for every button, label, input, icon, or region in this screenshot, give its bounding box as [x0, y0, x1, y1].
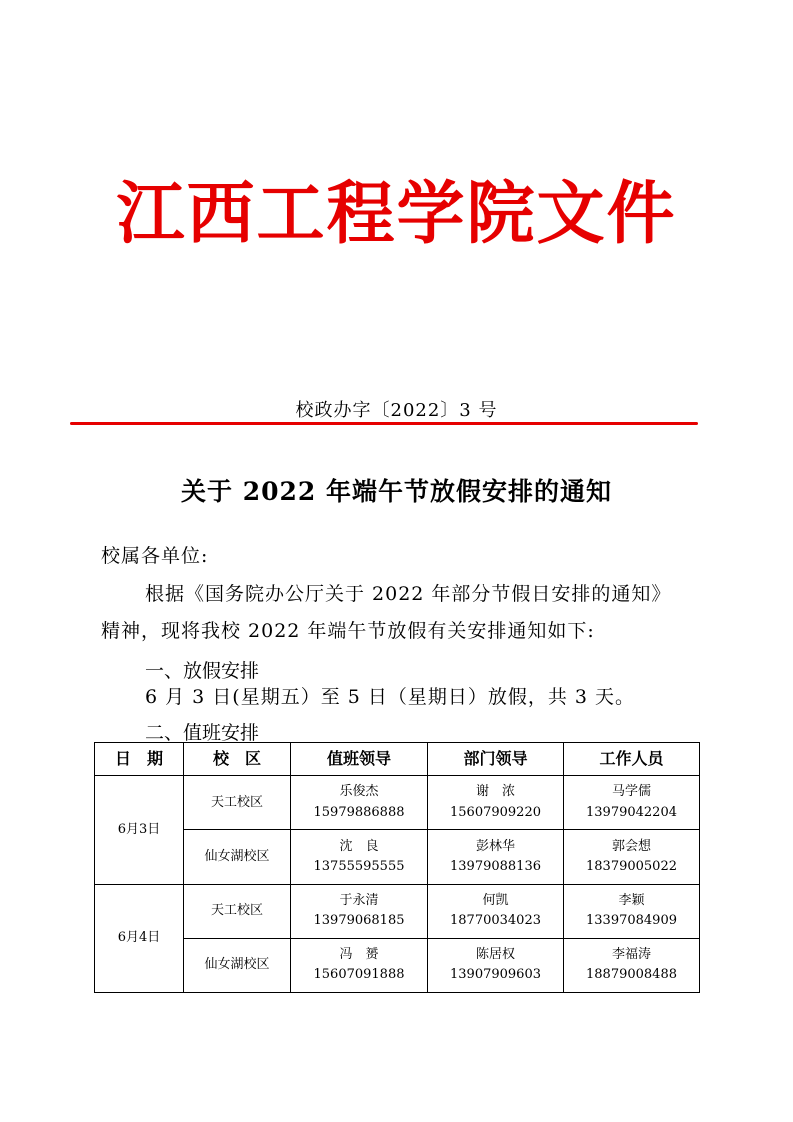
person-name: 彭林华: [475, 838, 515, 854]
notice-title: 关于 2022 年端午节放假安排的通知: [181, 477, 612, 506]
header-campus: 校 区: [184, 743, 291, 776]
paragraph-line-1: 根据《国务院办公厅关于 2022 年部分节假日安排的通知》: [145, 583, 672, 605]
person-name: 乐俊杰: [339, 784, 379, 800]
table-header-row: [95, 743, 700, 776]
person-phone: 18879008488: [586, 967, 677, 983]
person-phone: 18379005022: [586, 858, 677, 874]
person-phone: 13979042204: [586, 804, 677, 820]
campus-cell: 仙女湖校区: [184, 830, 291, 884]
section-heading-duty: 二、值班安排: [145, 722, 260, 744]
person-phone: 13979068185: [313, 913, 405, 929]
duty-schedule-table: [94, 742, 700, 993]
table-row: [95, 938, 700, 992]
red-divider-line: [70, 422, 698, 425]
header-dept-leader: 部门领导: [428, 743, 564, 776]
header-date: 日 期: [95, 743, 184, 776]
paragraph-line-2: 精神，现将我校 2022 年端午节放假有关安排通知如下:: [101, 620, 595, 642]
dept-leader-cell: [428, 938, 564, 992]
staff-cell: [564, 938, 700, 992]
document-number: 校政办字〔2022〕3 号: [295, 400, 498, 421]
person-name: 谢 浓: [475, 784, 515, 800]
person-phone: 18770034023: [450, 913, 541, 929]
person-name: 何凯: [482, 892, 509, 908]
date-cell: 6月3日: [95, 776, 184, 885]
person-phone: 15979886888: [313, 804, 405, 820]
staff-cell: [564, 776, 700, 830]
campus-cell: 天工校区: [184, 776, 291, 830]
person-name: 李颖: [618, 892, 645, 908]
salutation: 校属各单位:: [101, 545, 209, 567]
dept-leader-cell: [428, 830, 564, 884]
person-phone: 15607091888: [313, 967, 405, 983]
campus-cell: 仙女湖校区: [184, 938, 291, 992]
duty-leader-cell: [291, 776, 428, 830]
document-masthead: 江西工程学院文件: [116, 174, 677, 254]
person-name: 马学儒: [611, 784, 651, 800]
staff-cell: [564, 884, 700, 938]
dept-leader-cell: [428, 776, 564, 830]
person-phone: 13979088136: [450, 858, 541, 874]
section-heading-holiday: 一、放假安排: [145, 660, 260, 682]
person-phone: 15607909220: [450, 804, 541, 820]
campus-cell: 天工校区: [184, 884, 291, 938]
person-phone: 13907909603: [450, 967, 541, 983]
table-row: [95, 830, 700, 884]
person-name: 李福涛: [611, 947, 651, 963]
header-duty-leader: 值班领导: [291, 743, 428, 776]
duty-leader-cell: [291, 938, 428, 992]
duty-leader-cell: [291, 884, 428, 938]
holiday-arrangement-text: 6 月 3 日(星期五）至 5 日（星期日）放假，共 3 天。: [145, 686, 636, 708]
table-row: [95, 776, 700, 830]
person-name: 冯 赟: [339, 947, 379, 963]
dept-leader-cell: [428, 884, 564, 938]
date-cell: 6月4日: [95, 884, 184, 993]
table-row: [95, 884, 700, 938]
person-phone: 13755595555: [313, 858, 405, 874]
person-name: 沈 良: [339, 838, 379, 854]
person-phone: 13397084909: [586, 913, 677, 929]
staff-cell: [564, 830, 700, 884]
header-staff: 工作人员: [564, 743, 700, 776]
person-name: 陈居权: [475, 947, 515, 963]
person-name: 郭会想: [611, 838, 651, 854]
duty-leader-cell: [291, 830, 428, 884]
person-name: 于永清: [339, 892, 379, 908]
